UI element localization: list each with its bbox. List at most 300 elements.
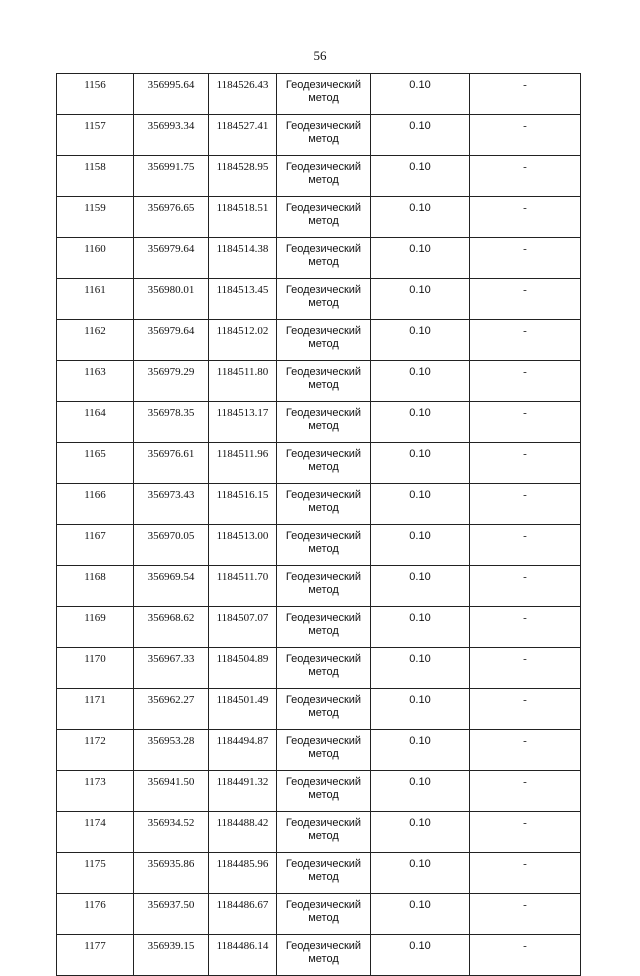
x-coordinate-text: 356979.64 [147,243,195,255]
x-coordinate-cell [134,320,209,361]
description-cell [470,853,581,894]
y-coordinate-text: 1184511.80 [216,366,269,378]
point-number-text: 1167 [84,530,106,542]
y-coordinate-text: 1184486.67 [216,899,269,911]
accuracy-cell [371,853,470,894]
method-line-2: метод [308,502,339,514]
accuracy-cell [371,894,470,935]
method-line-1: Геодезический [285,366,362,378]
method-cell [277,853,371,894]
accuracy-text: 0.10 [409,243,431,255]
point-number-text: 1162 [84,325,106,337]
x-coordinate-cell [134,525,209,566]
point-number-cell [57,935,134,976]
x-coordinate-text: 356993.34 [147,120,195,132]
method-line-1: Геодезический [285,325,362,337]
accuracy-text: 0.10 [409,489,431,501]
method-line-2: метод [308,625,339,637]
y-coordinate-text: 1184486.14 [216,940,269,952]
accuracy-text: 0.10 [409,571,431,583]
y-coordinate-cell [209,115,277,156]
description-cell [470,238,581,279]
method-cell [277,197,371,238]
x-coordinate-cell [134,74,209,115]
table-row [57,607,581,648]
method-line-1: Геодезический [285,817,362,829]
x-coordinate-cell [134,115,209,156]
y-coordinate-text: 1184526.43 [216,79,269,91]
y-coordinate-cell [209,771,277,812]
point-number-cell [57,197,134,238]
method-line-1: Геодезический [285,202,362,214]
x-coordinate-text: 356979.29 [147,366,195,378]
point-number-cell [57,156,134,197]
description-cell [470,689,581,730]
table-row [57,771,581,812]
x-coordinate-cell [134,689,209,730]
y-coordinate-text: 1184511.96 [216,448,269,460]
description-cell [470,402,581,443]
y-coordinate-cell [209,443,277,484]
accuracy-text: 0.10 [409,325,431,337]
y-coordinate-cell [209,689,277,730]
method-line-2: метод [308,420,339,432]
method-line-1: Геодезический [285,407,362,419]
point-number-cell [57,566,134,607]
point-number-text: 1157 [84,120,106,132]
point-number-text: 1166 [84,489,106,501]
x-coordinate-text: 356991.75 [147,161,195,173]
accuracy-text: 0.10 [409,776,431,788]
table-row [57,894,581,935]
point-number-text: 1175 [84,858,106,870]
method-cell [277,402,371,443]
y-coordinate-cell [209,853,277,894]
y-coordinate-text: 1184501.49 [216,694,269,706]
accuracy-text: 0.10 [409,407,431,419]
table-row [57,935,581,976]
accuracy-text: 0.10 [409,817,431,829]
coordinates-table [56,73,581,976]
point-number-cell [57,484,134,525]
y-coordinate-cell [209,525,277,566]
description-text: - [523,653,527,665]
method-line-2: метод [308,584,339,596]
description-text: - [523,79,527,91]
method-cell [277,525,371,566]
method-cell [277,771,371,812]
y-coordinate-cell [209,156,277,197]
point-number-text: 1161 [84,284,106,296]
table-row [57,689,581,730]
method-line-1: Геодезический [285,776,362,788]
y-coordinate-cell [209,935,277,976]
y-coordinate-cell [209,894,277,935]
method-cell [277,812,371,853]
description-cell [470,648,581,689]
method-line-2: метод [308,666,339,678]
point-number-cell [57,853,134,894]
point-number-cell [57,238,134,279]
point-number-cell [57,115,134,156]
x-coordinate-text: 356937.50 [147,899,195,911]
description-text: - [523,694,527,706]
method-line-2: метод [308,215,339,227]
accuracy-cell [371,320,470,361]
method-line-1: Геодезический [285,694,362,706]
description-cell [470,443,581,484]
accuracy-text: 0.10 [409,79,431,91]
method-cell [277,730,371,771]
method-cell [277,443,371,484]
table-row [57,361,581,402]
x-coordinate-cell [134,935,209,976]
method-cell [277,689,371,730]
method-line-1: Геодезический [285,940,362,952]
accuracy-text: 0.10 [409,366,431,378]
y-coordinate-cell [209,74,277,115]
x-coordinate-text: 356941.50 [147,776,195,788]
method-line-1: Геодезический [285,489,362,501]
description-text: - [523,489,527,501]
description-text: - [523,284,527,296]
y-coordinate-text: 1184488.42 [216,817,269,829]
accuracy-text: 0.10 [409,120,431,132]
description-text: - [523,612,527,624]
y-coordinate-text: 1184513.00 [216,530,269,542]
accuracy-cell [371,156,470,197]
description-cell [470,197,581,238]
coordinates-table-body [57,74,581,976]
accuracy-cell [371,689,470,730]
y-coordinate-cell [209,484,277,525]
method-line-1: Геодезический [285,899,362,911]
description-text: - [523,899,527,911]
point-number-text: 1177 [84,940,106,952]
accuracy-cell [371,648,470,689]
method-line-1: Геодезический [285,571,362,583]
method-cell [277,484,371,525]
method-cell [277,607,371,648]
table-row [57,484,581,525]
y-coordinate-cell [209,812,277,853]
accuracy-cell [371,771,470,812]
description-cell [470,525,581,566]
method-line-2: метод [308,256,339,268]
table-row [57,566,581,607]
point-number-text: 1159 [84,202,106,214]
accuracy-text: 0.10 [409,202,431,214]
accuracy-text: 0.10 [409,940,431,952]
point-number-text: 1165 [84,448,106,460]
method-line-2: метод [308,871,339,883]
method-line-1: Геодезический [285,735,362,747]
x-coordinate-cell [134,812,209,853]
point-number-text: 1170 [84,653,106,665]
description-text: - [523,571,527,583]
description-cell [470,484,581,525]
accuracy-cell [371,525,470,566]
table-row [57,525,581,566]
description-cell [470,361,581,402]
accuracy-cell [371,279,470,320]
method-line-2: метод [308,543,339,555]
accuracy-text: 0.10 [409,694,431,706]
method-cell [277,279,371,320]
description-text: - [523,120,527,132]
description-text: - [523,407,527,419]
accuracy-cell [371,812,470,853]
accuracy-cell [371,238,470,279]
y-coordinate-cell [209,238,277,279]
point-number-text: 1176 [84,899,106,911]
table-row [57,279,581,320]
method-line-1: Геодезический [285,120,362,132]
description-cell [470,115,581,156]
accuracy-text: 0.10 [409,284,431,296]
y-coordinate-text: 1184491.32 [216,776,269,788]
point-number-cell [57,279,134,320]
x-coordinate-text: 356973.43 [147,489,195,501]
y-coordinate-cell [209,402,277,443]
method-line-2: метод [308,133,339,145]
point-number-cell [57,812,134,853]
accuracy-text: 0.10 [409,612,431,624]
description-cell [470,812,581,853]
x-coordinate-text: 356968.62 [147,612,195,624]
x-coordinate-text: 356976.61 [147,448,195,460]
point-number-text: 1164 [84,407,106,419]
x-coordinate-cell [134,853,209,894]
table-row [57,812,581,853]
y-coordinate-cell [209,730,277,771]
method-cell [277,320,371,361]
method-cell [277,935,371,976]
accuracy-cell [371,402,470,443]
method-cell [277,648,371,689]
x-coordinate-cell [134,279,209,320]
description-text: - [523,776,527,788]
description-cell [470,894,581,935]
point-number-text: 1168 [84,571,106,583]
method-cell [277,361,371,402]
description-cell [470,566,581,607]
x-coordinate-text: 356935.86 [147,858,195,870]
description-text: - [523,325,527,337]
description-text: - [523,161,527,173]
table-row [57,730,581,771]
table-row [57,115,581,156]
y-coordinate-text: 1184527.41 [216,120,269,132]
y-coordinate-cell [209,320,277,361]
table-row [57,197,581,238]
description-text: - [523,530,527,542]
table-row [57,853,581,894]
point-number-text: 1169 [84,612,106,624]
y-coordinate-cell [209,279,277,320]
method-line-2: метод [308,297,339,309]
x-coordinate-text: 356953.28 [147,735,195,747]
accuracy-cell [371,607,470,648]
x-coordinate-cell [134,361,209,402]
method-line-1: Геодезический [285,530,362,542]
point-number-cell [57,525,134,566]
table-row [57,402,581,443]
accuracy-text: 0.10 [409,530,431,542]
point-number-text: 1171 [84,694,106,706]
accuracy-cell [371,484,470,525]
method-line-2: метод [308,748,339,760]
x-coordinate-text: 356970.05 [147,530,195,542]
accuracy-cell [371,443,470,484]
y-coordinate-text: 1184516.15 [216,489,269,501]
method-line-1: Геодезический [285,79,362,91]
accuracy-cell [371,730,470,771]
method-line-2: метод [308,174,339,186]
point-number-cell [57,361,134,402]
x-coordinate-cell [134,443,209,484]
description-text: - [523,735,527,747]
y-coordinate-text: 1184504.89 [216,653,269,665]
description-cell [470,935,581,976]
description-text: - [523,243,527,255]
y-coordinate-cell [209,648,277,689]
x-coordinate-text: 356980.01 [147,284,195,296]
point-number-cell [57,771,134,812]
accuracy-cell [371,115,470,156]
accuracy-text: 0.10 [409,735,431,747]
method-line-1: Геодезический [285,858,362,870]
y-coordinate-text: 1184513.45 [216,284,269,296]
point-number-cell [57,74,134,115]
accuracy-text: 0.10 [409,858,431,870]
x-coordinate-cell [134,730,209,771]
x-coordinate-text: 356939.15 [147,940,195,952]
accuracy-text: 0.10 [409,653,431,665]
table-row [57,648,581,689]
page-number: 56 [313,48,327,63]
y-coordinate-text: 1184494.87 [216,735,269,747]
x-coordinate-cell [134,156,209,197]
point-number-text: 1174 [84,817,106,829]
accuracy-cell [371,74,470,115]
point-number-cell [57,894,134,935]
method-line-2: метод [308,912,339,924]
method-line-1: Геодезический [285,612,362,624]
point-number-text: 1163 [84,366,106,378]
x-coordinate-text: 356979.64 [147,325,195,337]
accuracy-cell [371,361,470,402]
accuracy-cell [371,935,470,976]
table-row [57,74,581,115]
x-coordinate-cell [134,771,209,812]
method-line-2: метод [308,789,339,801]
method-line-1: Геодезический [285,653,362,665]
point-number-cell [57,730,134,771]
x-coordinate-cell [134,402,209,443]
description-cell [470,74,581,115]
point-number-cell [57,689,134,730]
method-line-1: Геодезический [285,448,362,460]
table-row [57,238,581,279]
point-number-text: 1173 [84,776,106,788]
point-number-text: 1160 [84,243,106,255]
method-cell [277,238,371,279]
description-cell [470,771,581,812]
x-coordinate-text: 356967.33 [147,653,195,665]
x-coordinate-text: 356969.54 [147,571,195,583]
x-coordinate-text: 356962.27 [147,694,195,706]
method-line-2: метод [308,953,339,965]
description-text: - [523,202,527,214]
point-number-text: 1172 [84,735,106,747]
method-cell [277,156,371,197]
y-coordinate-text: 1184514.38 [216,243,269,255]
y-coordinate-text: 1184528.95 [216,161,269,173]
method-cell [277,74,371,115]
method-line-2: метод [308,379,339,391]
x-coordinate-cell [134,238,209,279]
point-number-cell [57,402,134,443]
point-number-text: 1158 [84,161,106,173]
y-coordinate-text: 1184507.07 [216,612,269,624]
accuracy-cell [371,197,470,238]
method-cell [277,894,371,935]
method-line-2: метод [308,461,339,473]
description-cell [470,607,581,648]
x-coordinate-text: 356995.64 [147,79,195,91]
description-cell [470,730,581,771]
method-cell [277,115,371,156]
x-coordinate-cell [134,607,209,648]
x-coordinate-text: 356976.65 [147,202,195,214]
method-line-1: Геодезический [285,284,362,296]
method-line-2: метод [308,92,339,104]
method-cell [277,566,371,607]
x-coordinate-cell [134,894,209,935]
method-line-2: метод [308,830,339,842]
description-text: - [523,366,527,378]
table-row [57,320,581,361]
method-line-2: метод [308,707,339,719]
x-coordinate-cell [134,648,209,689]
x-coordinate-cell [134,566,209,607]
y-coordinate-text: 1184513.17 [216,407,269,419]
description-cell [470,279,581,320]
method-line-2: метод [308,338,339,350]
description-text: - [523,940,527,952]
y-coordinate-text: 1184511.70 [216,571,269,583]
y-coordinate-text: 1184485.96 [216,858,269,870]
description-cell [470,320,581,361]
y-coordinate-cell [209,361,277,402]
description-cell [470,156,581,197]
point-number-cell [57,607,134,648]
point-number-cell [57,648,134,689]
point-number-cell [57,320,134,361]
x-coordinate-cell [134,484,209,525]
table-row [57,156,581,197]
point-number-cell [57,443,134,484]
table-row [57,443,581,484]
accuracy-text: 0.10 [409,899,431,911]
accuracy-text: 0.10 [409,161,431,173]
y-coordinate-text: 1184512.02 [216,325,269,337]
description-text: - [523,448,527,460]
y-coordinate-cell [209,197,277,238]
x-coordinate-text: 356934.52 [147,817,195,829]
accuracy-text: 0.10 [409,448,431,460]
